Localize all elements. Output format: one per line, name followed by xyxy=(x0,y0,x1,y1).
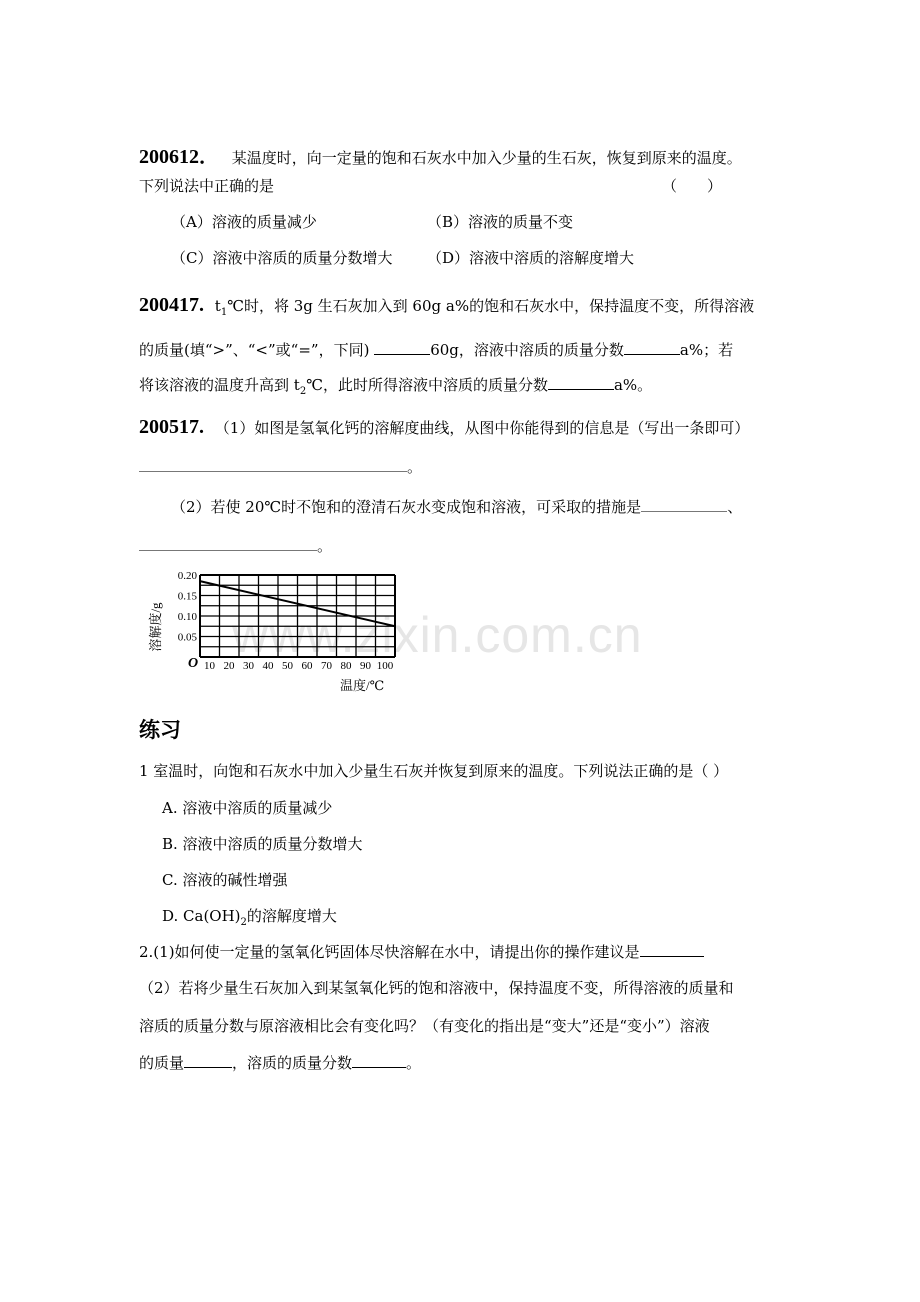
stem-text: a%；若 xyxy=(679,341,734,359)
stem-text: 。 xyxy=(317,537,333,555)
answer-blank[interactable] xyxy=(352,1053,406,1068)
x-tick-label: 20 xyxy=(223,660,235,672)
watermark: www.zixin.com.cn xyxy=(232,607,643,663)
stem-text: ，溶质的质量分数 xyxy=(232,1054,353,1072)
stem-text: 、 xyxy=(727,498,743,516)
question-stem xyxy=(214,297,755,318)
x-tick-label: 70 xyxy=(321,660,332,672)
q3-line2 xyxy=(139,456,422,477)
answer-blank[interactable] xyxy=(139,457,407,472)
option-text: D. Ca(OH) xyxy=(162,907,241,925)
practice-q1-stem: 1 室温时，向饱和石灰水中加入少量生石灰并恢复到原来的温度。下列说法正确的是（ ） xyxy=(139,762,729,780)
practice-q2-line4 xyxy=(139,1052,421,1073)
x-tick-label: 50 xyxy=(282,660,293,672)
answer-blank[interactable] xyxy=(641,497,727,512)
q1-line2 xyxy=(139,175,274,196)
subscript: 2 xyxy=(240,917,247,928)
question-number: 200417. xyxy=(139,294,204,316)
practice-q2-line1 xyxy=(139,941,704,962)
question-number: 200517. xyxy=(139,416,204,438)
t1-symbol: t xyxy=(214,297,221,315)
practice-q1-option-c: C. 溶液的碱性增强 xyxy=(162,871,288,889)
x-tick-labels xyxy=(204,660,394,672)
x-axis-label: 温度/℃ xyxy=(340,678,385,693)
q3-line3 xyxy=(171,496,742,517)
stem-text: （2）若使 20℃时不饱和的澄清石灰水变成饱和溶液，可采取的措施是 xyxy=(171,498,642,516)
x-tick-label: 100 xyxy=(376,660,394,672)
stem-text: 60g，溶液中溶质的质量分数 xyxy=(430,341,624,359)
question-stem: （1）如图是氢氧化钙的溶解度曲线，从图中你能得到的信息是（写出一条即可） xyxy=(214,419,750,437)
stem-text: 2.(1)如何使一定量的氢氧化钙固体尽快溶解在水中，请提出你的操作建议是 xyxy=(139,943,640,961)
t2-subscript: 2 xyxy=(299,386,307,397)
stem-text: a%。 xyxy=(613,376,653,394)
q2-line1 xyxy=(139,294,754,318)
q3-line4 xyxy=(139,535,332,556)
question-stem-cont: 下列说法中正确的是 xyxy=(139,177,275,195)
stem-text: 将该溶液的温度升高到 t xyxy=(139,376,300,394)
answer-paren: （ ） xyxy=(662,177,723,195)
x-tick-label: 90 xyxy=(360,660,371,672)
y-tick-label: 0.15 xyxy=(177,590,197,603)
t1-subscript: 1 xyxy=(220,307,228,318)
q2-line3 xyxy=(139,374,652,397)
stem-text: ℃时，将 3g 生石灰加入到 60g a%的饱和石灰水中，保持温度不变，所得溶液 xyxy=(227,297,755,315)
y-tick-label: 0.20 xyxy=(177,570,197,582)
x-tick-label: 10 xyxy=(204,660,215,672)
option-d: （D）溶液中溶质的溶解度增大 xyxy=(427,249,635,267)
q3-line1 xyxy=(139,416,749,439)
answer-blank[interactable] xyxy=(548,375,614,390)
x-tick-label: 30 xyxy=(243,660,254,672)
x-tick-label: 40 xyxy=(262,660,274,672)
answer-blank[interactable] xyxy=(184,1053,232,1068)
practice-q2-line2: （2）若将少量生石灰加入到某氢氧化钙的饱和溶液中，保持温度不变，所得溶液的质量和 xyxy=(139,979,734,997)
practice-heading: 练习 xyxy=(139,718,181,742)
answer-blank[interactable] xyxy=(624,340,680,355)
question-number: 200612． xyxy=(139,146,219,168)
y-tick-label: 0.10 xyxy=(177,611,197,623)
stem-text: 。 xyxy=(407,458,423,476)
answer-blank[interactable] xyxy=(640,942,704,957)
origin-label: O xyxy=(188,656,199,671)
stem-text: 。 xyxy=(406,1054,422,1072)
option-a: （A）溶液的质量减少 xyxy=(171,213,317,231)
y-tick-labels xyxy=(178,570,198,644)
stem-text: ℃，此时所得溶液中溶质的质量分数 xyxy=(306,376,548,394)
question-stem: 某温度时，向一定量的饱和石灰水中加入少量的生石灰，恢复到原来的温度。 xyxy=(231,149,742,167)
answer-blank[interactable] xyxy=(139,536,317,551)
option-c: （C）溶液中溶质的质量分数增大 xyxy=(171,249,393,267)
y-tick-label: 0.05 xyxy=(177,631,197,644)
practice-q1-option-d xyxy=(162,905,337,928)
solubility-chart xyxy=(140,565,430,695)
practice-q1-option-b: B. 溶液中溶质的质量分数增大 xyxy=(162,835,363,853)
y-axis-label: 溶解度/g xyxy=(148,602,163,652)
x-tick-label: 80 xyxy=(340,660,352,672)
answer-blank[interactable] xyxy=(374,340,430,355)
option-text: 的溶解度增大 xyxy=(246,907,337,925)
x-tick-label: 60 xyxy=(301,660,313,672)
q1-line1 xyxy=(139,140,742,169)
stem-text: 的质量 xyxy=(139,1054,185,1072)
practice-q1-option-a: A. 溶液中溶质的质量减少 xyxy=(162,799,333,817)
q2-line2 xyxy=(139,339,733,360)
option-b: （B）溶液的质量不变 xyxy=(427,213,574,231)
practice-q2-line3: 溶质的质量分数与原溶液相比会有变化吗？（有变化的指出是“变大”还是“变小”）溶液 xyxy=(139,1017,710,1035)
stem-text: 的质量(填“>”、“<”或“=”，下同) xyxy=(139,341,370,359)
